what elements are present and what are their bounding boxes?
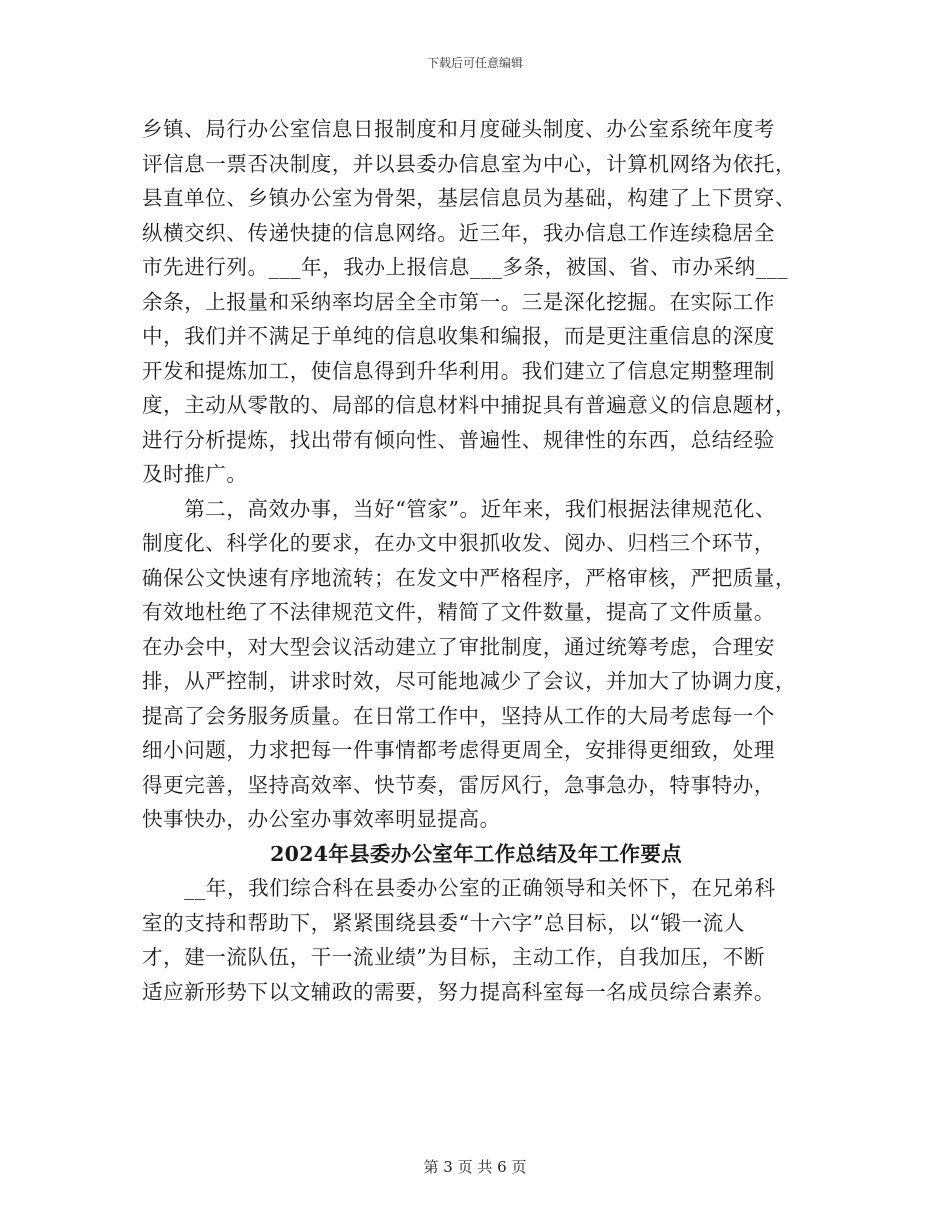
text-line: 开发和提炼加工，使信息得到升华利用。我们建立了信息定期整理制 bbox=[142, 358, 775, 383]
section-paragraph bbox=[142, 871, 810, 1009]
text-line: 度，主动从零散的、局部的信息材料中捕捉具有普遍意义的信息题材， bbox=[142, 393, 797, 417]
text-line: __年，我们综合科在县委办公室的正确领导和关怀下，在兄弟科 bbox=[142, 876, 776, 900]
text-line: 余条，上报量和采纳率均居全全市第一。三是深化挖掘。在实际工作 bbox=[142, 289, 775, 314]
text-line: 确保公文快速有序地流转；在发文中严格程序，严格审核，严把质量， bbox=[142, 565, 797, 590]
text-line: 适应新形势下以文辅政的需要，努力提高科室每一名成员综合素养。 bbox=[142, 979, 775, 1004]
text-line: 县直单位、乡镇办公室为骨架，基层信息员为基础，构建了上下贯穿、 bbox=[142, 186, 797, 210]
text-line: 才，建一流队伍，干一流业绩”为目标，主动工作，自我加压，不断 bbox=[142, 945, 765, 969]
text-line: 中，我们并不满足于单纯的信息收集和编报，而是更注重信息的深度 bbox=[142, 324, 775, 348]
body-paragraph-2 bbox=[142, 492, 810, 837]
page-footer: 第 3 页 共 6 页 bbox=[423, 1158, 527, 1176]
text-line: 制度化、科学化的要求，在办文中狠抓收发、阅办、归档三个环节， bbox=[142, 531, 775, 555]
document-body bbox=[142, 112, 810, 1009]
section-title: 2024年县委办公室年工作总结及年工作要点 bbox=[270, 841, 682, 866]
text-line: 提高了会务服务质量。在日常工作中，坚持从工作的大局考虑每一个 bbox=[142, 703, 775, 728]
text-line: 在办会中，对大型会议活动建立了审批制度，通过统筹考虑，合理安 bbox=[142, 634, 775, 659]
body-paragraph-1 bbox=[142, 112, 810, 492]
text-line: 纵横交织、传递快捷的信息网络。近三年，我办信息工作连续稳居全 bbox=[142, 220, 775, 245]
text-line: 有效地杜绝了不法律规范文件，精简了文件数量，提高了文件质量。 bbox=[142, 600, 775, 624]
text-line: 排，从严控制，讲求时效，尽可能地减少了会议，并加大了协调力度， bbox=[142, 669, 797, 693]
text-line: 快事快办，办公室办事效率明显提高。 bbox=[142, 807, 501, 831]
text-line: 及时推广。 bbox=[142, 462, 248, 486]
text-line: 市先进行列。___年，我办上报信息___多条，被国、省、市办采纳___ bbox=[142, 255, 789, 279]
page-header: 下载后可任意编辑 bbox=[426, 56, 523, 70]
text-line: 第二，高效办事，当好“管家”。近年来，我们根据法律规范化、 bbox=[142, 496, 777, 521]
text-line: 进行分析提炼，找出带有倾向性、普遍性、规律性的东西，总结经验 bbox=[142, 427, 775, 452]
text-line: 得更完善，坚持高效率、快节奏，雷厉风行，急事急办，特事特办， bbox=[142, 772, 775, 797]
text-line: 乡镇、局行办公室信息日报制度和月度碰头制度、办公室系统年度考 bbox=[142, 117, 775, 141]
text-line: 评信息一票否决制度，并以县委办信息室为中心，计算机网络为依托， bbox=[142, 151, 797, 176]
text-line: 细小问题，力求把每一件事情都考虑得更周全，安排得更细致，处理 bbox=[142, 738, 775, 762]
text-line: 室的支持和帮助下，紧紧围绕县委“十六字”总目标，以“锻一流人 bbox=[142, 910, 745, 935]
